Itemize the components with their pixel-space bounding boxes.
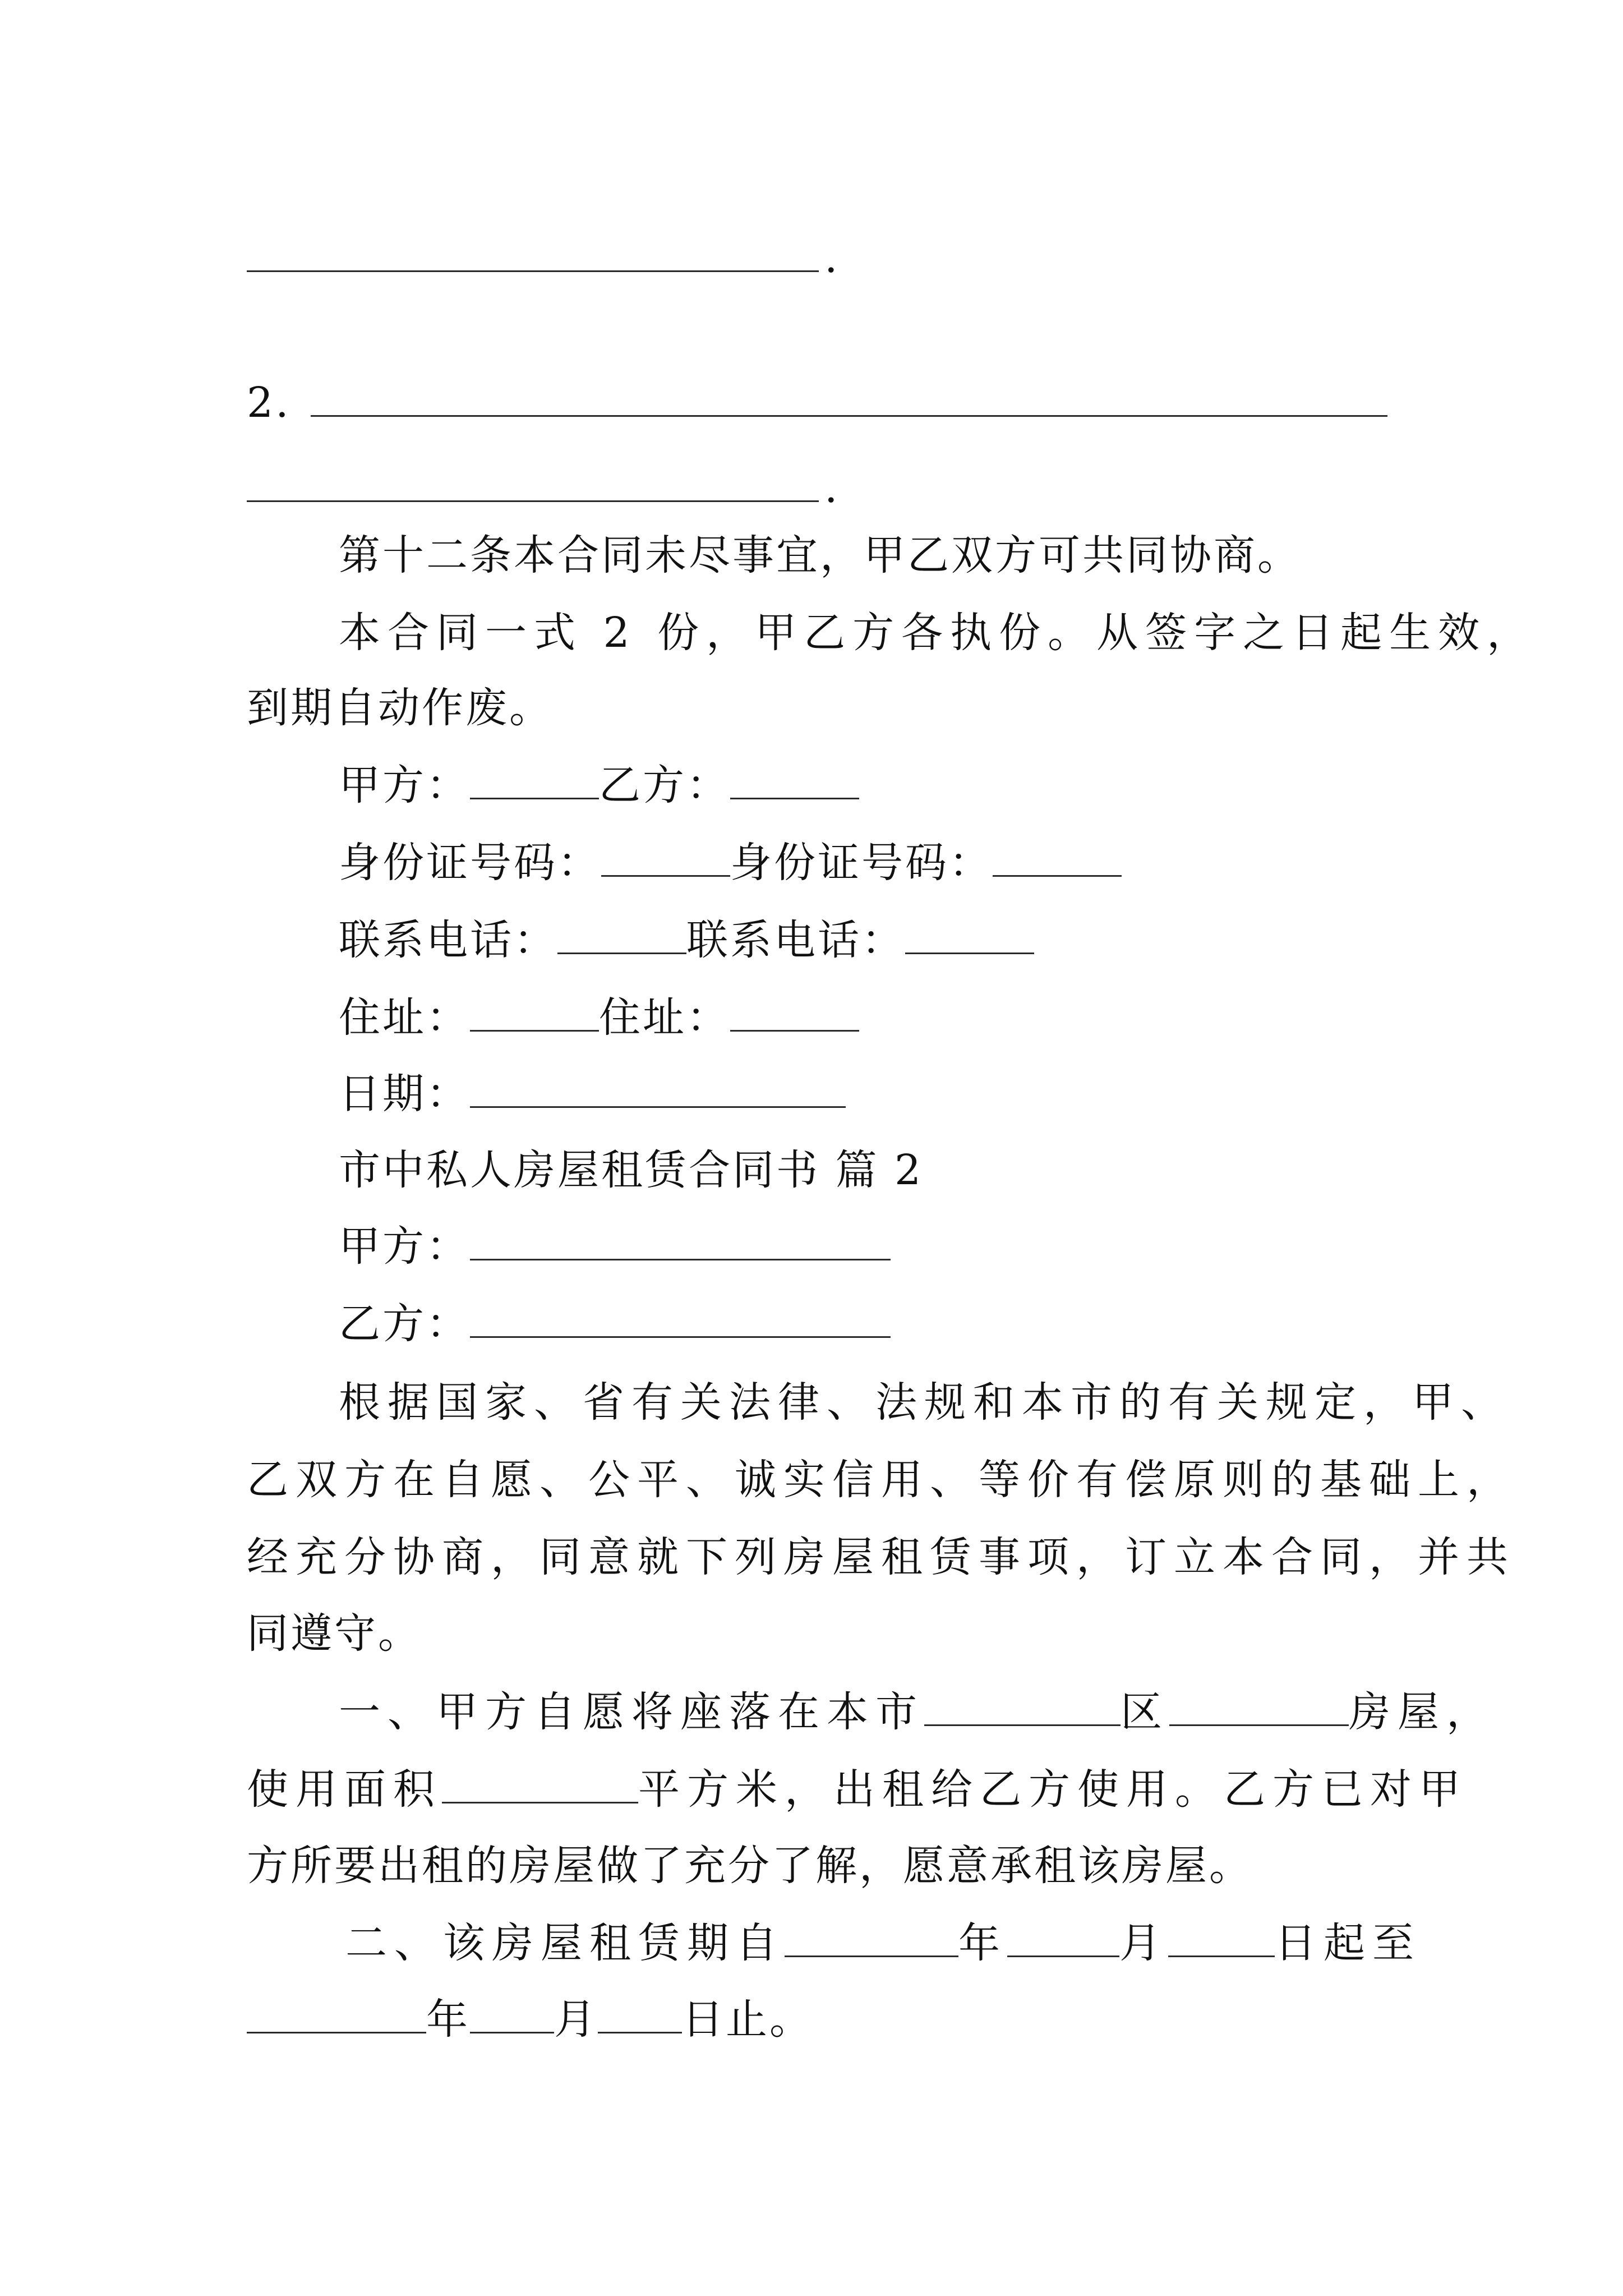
clause-2-line-2	[247, 1991, 813, 2047]
intro-line-1: 根据国家、省有关法律、法规和本市的有关规定，甲、	[339, 1378, 1510, 1427]
date-blank	[470, 1071, 846, 1108]
clause-2-text-e: 年	[426, 1995, 470, 2044]
start-month-blank	[1007, 1921, 1119, 1957]
address-line	[339, 990, 859, 1046]
party-b-label: 乙方：	[599, 761, 730, 809]
item-number: 2.	[247, 379, 291, 427]
address-b-label: 住址：	[599, 993, 730, 1042]
phone-b-label: 联系电话：	[686, 916, 905, 964]
phone-a-blank	[557, 918, 686, 954]
phone-line	[339, 912, 1034, 968]
continuation-line-2	[247, 460, 840, 516]
intro-line-4: 同遵守。	[247, 1609, 422, 1658]
p2-party-b-line	[339, 1296, 891, 1352]
item-2-line	[247, 375, 1387, 431]
article-12: 第十二条本合同未尽事宜，甲乙双方可共同协商。	[339, 531, 1301, 579]
section-title-2: 市中私人房屋租赁合同书 篇 2	[339, 1146, 924, 1194]
clause-2-text-a: 二、该房屋租赁期自	[345, 1919, 785, 1967]
party-a-blank	[470, 763, 599, 799]
party-b-blank	[730, 763, 859, 799]
end-year-blank	[247, 1997, 426, 2033]
continuation-line-1	[247, 230, 840, 286]
clause-1-text-b: 区	[1121, 1688, 1169, 1736]
p2-party-a-label: 甲方：	[339, 1222, 470, 1271]
end-day-blank	[598, 1997, 682, 2033]
id-b-blank	[993, 840, 1122, 877]
address-a-label: 住址：	[339, 993, 470, 1042]
clause-1-text-d: 使用面积	[247, 1765, 442, 1814]
blank-line	[247, 466, 819, 502]
end-month-blank	[470, 1997, 554, 2033]
house-blank	[1169, 1690, 1349, 1726]
clause-2-line-1	[345, 1915, 1421, 1971]
blank-line	[311, 380, 1387, 417]
date-line	[339, 1066, 846, 1122]
period: .	[824, 464, 840, 512]
copies-clause-a: 本合同一式 2 份，甲乙方各执份。从签字之日起生效，	[339, 609, 1536, 657]
id-b-label: 身份证号码：	[730, 839, 993, 887]
clause-2-text-f: 月	[554, 1995, 598, 2044]
start-day-blank	[1168, 1921, 1275, 1957]
start-year-blank	[785, 1921, 958, 1957]
clause-1-line-3: 方所要出租的房屋做了充分了解，愿意承租该房屋。	[247, 1842, 1253, 1890]
clause-2-text-b: 年	[958, 1919, 1007, 1967]
phone-a-label: 联系电话：	[339, 916, 557, 964]
area-blank	[442, 1767, 638, 1803]
clause-1-text-a: 一、甲方自愿将座落在本市	[339, 1688, 924, 1736]
id-line	[339, 835, 1122, 891]
clause-2-text-c: 月	[1119, 1919, 1168, 1967]
intro-line-2: 乙双方在自愿、公平、诚实信用、等价有偿原则的基础上，	[247, 1456, 1515, 1504]
clause-2-text-g: 日止。	[682, 1995, 813, 2044]
address-a-blank	[470, 995, 599, 1032]
clause-2-text-d: 日起至	[1275, 1919, 1421, 1967]
clause-1-text-e: 平方米，出租给乙方使用。乙方已对甲	[638, 1765, 1468, 1814]
p2-party-a-blank	[470, 1224, 891, 1260]
blank-line	[247, 236, 819, 272]
copies-clause-b: 到期自动作废。	[247, 684, 553, 732]
p2-party-a-line	[339, 1218, 891, 1274]
clause-1-text-c: 房屋，	[1349, 1688, 1495, 1736]
id-a-label: 身份证号码：	[339, 839, 601, 887]
date-label: 日期：	[339, 1070, 470, 1118]
party-line	[339, 757, 859, 813]
p2-party-b-label: 乙方：	[339, 1300, 470, 1348]
id-a-blank	[601, 840, 730, 877]
clause-1-line-2	[247, 1761, 1468, 1818]
period: .	[824, 234, 840, 282]
intro-line-3: 经充分协商，同意就下列房屋租赁事项，订立本合同，并共	[247, 1533, 1515, 1581]
clause-1-line-1	[339, 1684, 1495, 1740]
district-blank	[924, 1690, 1121, 1726]
address-b-blank	[730, 995, 859, 1032]
p2-party-b-blank	[470, 1301, 891, 1338]
party-a-label: 甲方：	[339, 761, 470, 809]
phone-b-blank	[905, 918, 1034, 954]
